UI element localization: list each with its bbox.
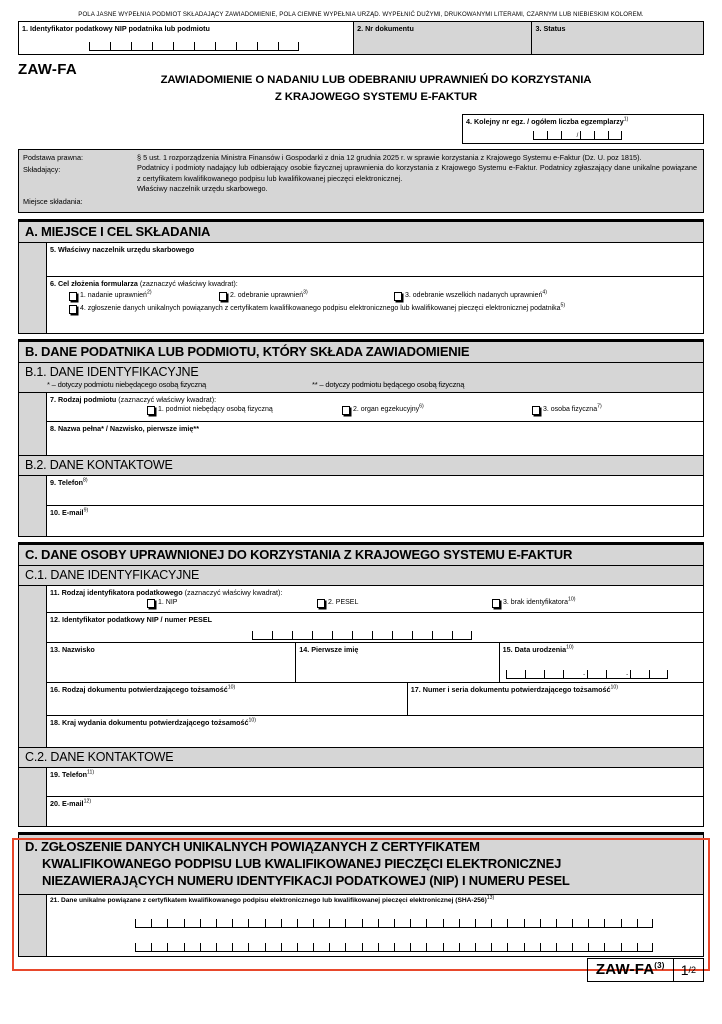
field-firstname-label: 14. Pierwsze imię [299, 645, 359, 655]
checkbox-icon[interactable] [69, 305, 77, 314]
purpose-option-2-label: 2. odebranie uprawnień$^{3)}$ [230, 289, 308, 300]
section-d-rail [19, 895, 47, 956]
section-a-title: A. MIEJSCE I CEL SKŁADANIA [19, 222, 703, 243]
comb-cell[interactable] [200, 943, 216, 952]
legal-value-basis: § 5 ust. 1 rozporządzenia Ministra Finansów i Gospodarki z dnia 12 grudnia 2025 r. w sprawie korzystania z Krajowego Systemu e-Faktur (Dz. U. poz 1815). [137, 153, 642, 163]
field-email-c-label: 20. E-mail$^{12)}$ [50, 798, 92, 809]
comb-cell[interactable] [556, 943, 572, 952]
legal-value-filer: Podatnicy i podmioty nadający lub odbierający osobie fizycznej uprawnienia do korzystania z Krajowego Systemu e-Faktur. Podatnicy zgłaszający dane unikalne powiązane z certyfikatem kwalifikowanego podpisu lub kwalifikowanej pieczęci elektronicznej. [137, 163, 697, 183]
checkbox-icon[interactable] [219, 292, 227, 301]
comb-cell[interactable] [524, 943, 540, 952]
comb-cell[interactable] [580, 131, 594, 140]
entity-type-option-1[interactable] [147, 406, 342, 415]
comb-cell[interactable] [329, 919, 345, 928]
entity-type-option-3[interactable] [532, 403, 602, 415]
field7-row [47, 393, 703, 422]
top-instruction: POLA JASNE WYPEŁNIA PODMIOT SKŁADAJĄCY ZAWIADOMIENIE, POLA CIEMNE WYPEŁNIA URZĄD. WYPEŁNIĆ DUŻYMI, DRUKOWANYMI LITERAMI, CZARNYM LUB NIEBIESKIM KOLOREM. [78, 11, 644, 18]
field11-row [47, 586, 703, 613]
entity-type-options [47, 404, 703, 419]
comb-cell[interactable] [561, 131, 575, 140]
section-d-body [19, 895, 703, 956]
field-phone-c-label: 19. Telefon$^{11)}$ [50, 769, 95, 780]
hash-comb-input-row2[interactable] [135, 943, 653, 952]
comb-cell[interactable] [362, 919, 378, 928]
page-title-line2: Z KRAJOWEGO SYSTEMU E-FAKTUR [274, 90, 478, 103]
comb-cell[interactable] [588, 919, 604, 928]
comb-cell[interactable] [297, 919, 313, 928]
comb-cell[interactable] [257, 42, 278, 51]
comb-cell[interactable] [392, 631, 412, 640]
purpose-options-row2 [47, 302, 703, 318]
field10-row[interactable] [47, 506, 703, 536]
comb-cell[interactable] [491, 919, 507, 928]
field-purpose-label: 6. Cel złożenia formularza (zaznaczyć właściwy kwadrat): [50, 279, 238, 289]
comb-cell[interactable] [151, 943, 167, 952]
entity-type-option-3-label: 3. osoba fizyczna$^{7)}$ [543, 403, 602, 414]
comb-cell[interactable] [443, 943, 459, 952]
comb-cell[interactable] [572, 919, 588, 928]
field-email-b-label: 10. E-mail$^{9)}$ [50, 507, 89, 518]
legal-basis-table [18, 149, 704, 213]
comb-cell[interactable] [265, 943, 281, 952]
section-b [18, 339, 704, 537]
field5-row[interactable] [47, 243, 703, 277]
comb-cell[interactable] [167, 943, 183, 952]
footer-form-code: ZAW-FA$^{(3)}$ [587, 958, 674, 982]
comb-cell[interactable] [362, 943, 378, 952]
comb-cell[interactable] [507, 943, 523, 952]
section-d-title-line1: D. ZGŁOSZENIE DANYCH UNIKALNYCH POWIĄZANYCH Z CERTYFIKATEM [25, 839, 480, 855]
section-b2-body [19, 476, 703, 536]
section-b-title: B. DANE PODATNIKA LUB PODMIOTU, KTÓRY SKŁADA ZAWIADOMIENIE [19, 342, 703, 363]
id-type-options [47, 597, 703, 612]
page-title-line1: ZAWIADOMIENIE O NADANIU LUB ODEBRANIU UPRAWNIEŃ DO KORZYSTANIA [160, 74, 592, 86]
section-c1-body [19, 586, 703, 747]
checkbox-icon[interactable] [342, 406, 350, 415]
comb-cell[interactable] [412, 631, 432, 640]
comb-cell[interactable] [232, 919, 248, 928]
comb-separator: / [576, 133, 579, 140]
section-d-title-line3: NIEZAWIERAJĄCYCH NUMERU IDENTYFIKACJI PODATKOWEJ (NIP) I NUMERU PESEL [42, 873, 570, 889]
section-b2-rail [19, 476, 47, 536]
id-type-option-nip[interactable] [147, 599, 317, 608]
comb-cell[interactable] [587, 670, 606, 679]
field-copy-number-box[interactable] [462, 114, 704, 144]
comb-cell[interactable] [281, 919, 297, 928]
field8-row[interactable] [47, 422, 703, 455]
checkbox-icon[interactable] [69, 292, 77, 301]
legal-value-place: Właściwy naczelnik urzędu skarbowego. [137, 184, 268, 194]
section-d-title-line2: KWALIFIKOWANEGO PODPISU LUB KWALIFIKOWANEJ PIECZĘCI ELEKTRONICZNEJ [42, 856, 562, 872]
entity-type-option-1-label: 1. podmiot niebędący osobą fizyczną [158, 406, 273, 414]
checkbox-icon[interactable] [317, 599, 325, 608]
comb-cell[interactable] [272, 631, 292, 640]
purpose-option-1-label: 1. nadanie uprawnień$^{2)}$ [80, 289, 152, 300]
comb-cell[interactable] [345, 919, 361, 928]
comb-cell[interactable] [281, 943, 297, 952]
id-type-option-none-label: 3. brak identyfikatora$^{10)}$ [503, 596, 576, 607]
field16-17-row [47, 683, 703, 716]
comb-cell[interactable] [563, 670, 582, 679]
purpose-option-1[interactable] [69, 289, 219, 301]
note-double-star: ** – dotyczy podmiotu będącego osobą fizyczną [312, 380, 465, 390]
id-type-option-none[interactable] [492, 596, 576, 608]
comb-cell[interactable] [248, 919, 264, 928]
section-c2-body [19, 768, 703, 826]
comb-cell[interactable] [410, 943, 426, 952]
comb-cell[interactable] [216, 919, 232, 928]
field-hash-label: 21. Dane unikalne powiązane z certyfikatem kwalifikowanego podpisu elektronicznego lub kwalifikowanej pieczęci elektronicznej $(SHA-256)^{13)}$ [50, 894, 495, 904]
comb-cell[interactable] [443, 919, 459, 928]
comb-cell[interactable] [135, 943, 151, 952]
comb-cell[interactable] [621, 943, 637, 952]
comb-cell[interactable] [637, 943, 653, 952]
section-c2-rail [19, 768, 47, 826]
comb-cell[interactable] [167, 919, 183, 928]
comb-cell[interactable] [544, 670, 563, 679]
comb-cell[interactable] [313, 919, 329, 928]
comb-cell[interactable] [352, 631, 372, 640]
field-status-label: 3. Status [535, 24, 566, 33]
field-doc-country-label: 18. Kraj wydania dokumentu potwierdzającego tożsamość$^{10)}$ [50, 717, 257, 728]
section-d [18, 832, 704, 956]
comb-cell[interactable] [649, 670, 668, 679]
comb-cell[interactable] [173, 42, 194, 51]
id-type-option-nip-label: 1. NIP [158, 599, 178, 607]
section-c1-rail [19, 586, 47, 747]
field-status-box [532, 21, 704, 55]
field6-row [47, 277, 703, 333]
comb-cell[interactable] [89, 42, 110, 51]
field20-row[interactable] [47, 797, 703, 826]
comb-cell[interactable] [378, 919, 394, 928]
section-b1-title: B.1. DANE IDENTYFIKACYJNE * – dotyczy podmiotu niebędącego osobą fizyczną ** – dotyczy podmiotu będącego osobą fizyczną [19, 363, 703, 393]
comb-cell[interactable] [378, 943, 394, 952]
comb-cell[interactable] [329, 943, 345, 952]
field12-row[interactable] [47, 613, 703, 643]
field-surname-box[interactable] [47, 643, 296, 682]
field19-row[interactable] [47, 768, 703, 797]
comb-cell[interactable] [533, 131, 547, 140]
field-firstname-box[interactable] [296, 643, 499, 682]
comb-cell[interactable] [131, 42, 152, 51]
comb-cell[interactable] [313, 943, 329, 952]
comb-cell[interactable] [637, 919, 653, 928]
section-c2-title: C.2. DANE KONTAKTOWE [19, 747, 703, 768]
header-fields-row [18, 21, 704, 55]
entity-type-option-2-label: 2. organ egzekucyjny$^{6)}$ [353, 403, 424, 414]
note-star: * – dotyczy podmiotu niebędącego osobą fizyczną [47, 380, 207, 390]
comb-cell[interactable] [265, 919, 281, 928]
comb-cell[interactable] [621, 919, 637, 928]
comb-cell[interactable] [525, 670, 544, 679]
field-doc-type-label: 16. Rodzaj dokumentu potwierdzającego tożsamość$^{10)}$ [50, 684, 236, 695]
checkbox-icon[interactable] [147, 599, 155, 608]
comb-cell[interactable] [200, 919, 216, 928]
purpose-option-2[interactable] [219, 289, 394, 301]
legal-label-basis: Podstawa prawna: [23, 153, 84, 163]
section-b2-title: B.2. DANE KONTAKTOWE [19, 455, 703, 476]
checkbox-icon[interactable] [394, 292, 402, 301]
comb-cell[interactable] [135, 919, 151, 928]
section-a-rail [19, 243, 47, 333]
section-b1-rail [19, 393, 47, 455]
comb-cell[interactable] [459, 919, 475, 928]
comb-cell[interactable] [588, 943, 604, 952]
comb-cell[interactable] [426, 919, 442, 928]
field-tax-id-label: 12. Identyfikator podatkowy NIP / numer PESEL [50, 615, 213, 625]
legal-basis-labels [19, 150, 137, 212]
field-doc-number-series-box[interactable] [408, 683, 703, 715]
field-doc-number-series-label: 17. Numer i seria dokumentu potwierdzającego tożsamość$^{10)}$ [410, 684, 619, 695]
field-surname-label: 13. Nazwisko [50, 645, 95, 655]
comb-cell[interactable] [604, 943, 620, 952]
field-doc-number-label: 2. Nr dokumentu [357, 24, 414, 33]
section-c1-title: C.1. DANE IDENTYFIKACYJNE [19, 566, 703, 586]
tax-id-comb-input[interactable] [252, 631, 472, 640]
comb-cell[interactable] [332, 631, 352, 640]
comb-cell[interactable] [184, 943, 200, 952]
comb-cell[interactable] [292, 631, 312, 640]
comb-cell[interactable] [556, 919, 572, 928]
entity-type-option-2[interactable] [342, 403, 532, 415]
section-a [18, 219, 704, 334]
field-phone-b-label: 9. Telefon$^{8)}$ [50, 477, 88, 488]
comb-cell[interactable] [248, 943, 264, 952]
section-b1-body [19, 393, 703, 455]
comb-cell[interactable] [507, 919, 523, 928]
comb-cell[interactable] [540, 919, 556, 928]
field-birthdate-label: 15. Data urodzenia$^{10)}$ [502, 644, 574, 655]
field-doc-type-box[interactable] [47, 683, 408, 715]
comb-cell[interactable] [394, 943, 410, 952]
section-d-title [19, 835, 703, 894]
legal-label-place: Miejsce składania: [23, 196, 83, 206]
footer [587, 958, 704, 982]
field-entity-type-label: 7. Rodzaj podmiotu (zaznaczyć właściwy kwadrat): [50, 395, 217, 405]
comb-cell[interactable] [345, 943, 361, 952]
purpose-option-3[interactable] [394, 289, 547, 301]
comb-cell[interactable] [630, 670, 649, 679]
field18-row[interactable] [47, 716, 703, 747]
field-birthdate-box[interactable] [500, 643, 703, 682]
comb-cell[interactable] [426, 943, 442, 952]
checkbox-icon[interactable] [492, 599, 500, 608]
comb-cell[interactable] [540, 943, 556, 952]
comb-cell[interactable] [151, 919, 167, 928]
comb-cell[interactable] [606, 670, 625, 679]
comb-cell[interactable] [572, 943, 588, 952]
birthdate-comb-input[interactable] [506, 670, 668, 679]
section-a-body [19, 243, 703, 333]
section-c [18, 542, 704, 827]
comb-cell[interactable] [297, 943, 313, 952]
comb-separator: - [583, 672, 586, 679]
comb-cell[interactable] [432, 631, 452, 640]
checkbox-icon[interactable] [147, 406, 155, 415]
id-type-option-pesel[interactable] [317, 599, 492, 608]
comb-cell[interactable] [372, 631, 392, 640]
field9-row[interactable] [47, 476, 703, 506]
purpose-option-4-label: 4. zgłoszenie danych unikalnych powiązanych z certyfikatem kwalifikowanego podpisu elektronicznego lub kwalifikowanej pieczęci elektronicznej podatnika$^{5)}$ [80, 302, 566, 313]
id-type-option-pesel-label: 2. PESEL [328, 599, 359, 607]
comb-cell[interactable] [232, 943, 248, 952]
comb-cell[interactable] [475, 943, 491, 952]
comb-cell[interactable] [452, 631, 472, 640]
field-id-type-label: 11. Rodzaj identyfikatora podatkowego (zaznaczyć właściwy kwadrat): [50, 588, 283, 598]
field4-row [18, 114, 704, 144]
page-title [60, 72, 692, 105]
field-nip-label: 1. Identyfikator podatkowy NIP podatnika lub podmiotu [22, 24, 210, 33]
comb-cell[interactable] [236, 42, 257, 51]
footer-page-number: 1 /2 [674, 958, 704, 982]
comb-cell[interactable] [152, 42, 173, 51]
field-copy-number-label: 4. Kolejny nr egz. / ogółem liczba egzemplarzy$^{1)}$ [466, 116, 629, 127]
hash-comb-input-row1[interactable] [135, 919, 653, 928]
field13-15-row [47, 643, 703, 683]
section-c-title: C. DANE OSOBY UPRAWNIONEJ DO KORZYSTANIA Z KRAJOWEGO SYSTEMU E-FAKTUR [19, 545, 703, 566]
comb-cell[interactable] [394, 919, 410, 928]
comb-cell[interactable] [278, 42, 299, 51]
checkbox-icon[interactable] [532, 406, 540, 415]
comb-cell[interactable] [216, 943, 232, 952]
comb-cell[interactable] [184, 919, 200, 928]
comb-separator: - [626, 672, 629, 679]
comb-cell[interactable] [410, 919, 426, 928]
field21-row[interactable] [47, 895, 703, 956]
purpose-options-row1 [47, 288, 703, 305]
legal-basis-values [137, 150, 703, 212]
comb-cell[interactable] [475, 919, 491, 928]
comb-cell[interactable] [491, 943, 507, 952]
comb-cell[interactable] [547, 131, 561, 140]
comb-cell[interactable] [312, 631, 332, 640]
comb-cell[interactable] [506, 670, 525, 679]
comb-cell[interactable] [215, 42, 236, 51]
form-code-heading: ZAW-FA [18, 61, 77, 78]
field-full-name-label: 8. Nazwa pełna* / Nazwisko, pierwsze imię** [50, 424, 200, 434]
nip-comb-input[interactable] [89, 42, 299, 51]
comb-cell[interactable] [594, 131, 608, 140]
legal-label-filer: Składający: [23, 165, 61, 175]
comb-cell[interactable] [252, 631, 272, 640]
field-tax-office-label: 5. Właściwy naczelnik urzędu skarbowego [50, 245, 195, 255]
copy-number-comb-input[interactable] [533, 131, 622, 140]
field-doc-number-box [354, 21, 532, 55]
comb-cell[interactable] [524, 919, 540, 928]
purpose-option-3-label: 3. odebranie wszelkich nadanych uprawnień$^{4)}$ [405, 289, 547, 300]
field-nip-box[interactable] [18, 21, 354, 55]
comb-cell[interactable] [608, 131, 622, 140]
comb-cell[interactable] [110, 42, 131, 51]
comb-cell[interactable] [459, 943, 475, 952]
comb-cell[interactable] [604, 919, 620, 928]
comb-cell[interactable] [194, 42, 215, 51]
purpose-option-4[interactable] [69, 302, 566, 314]
